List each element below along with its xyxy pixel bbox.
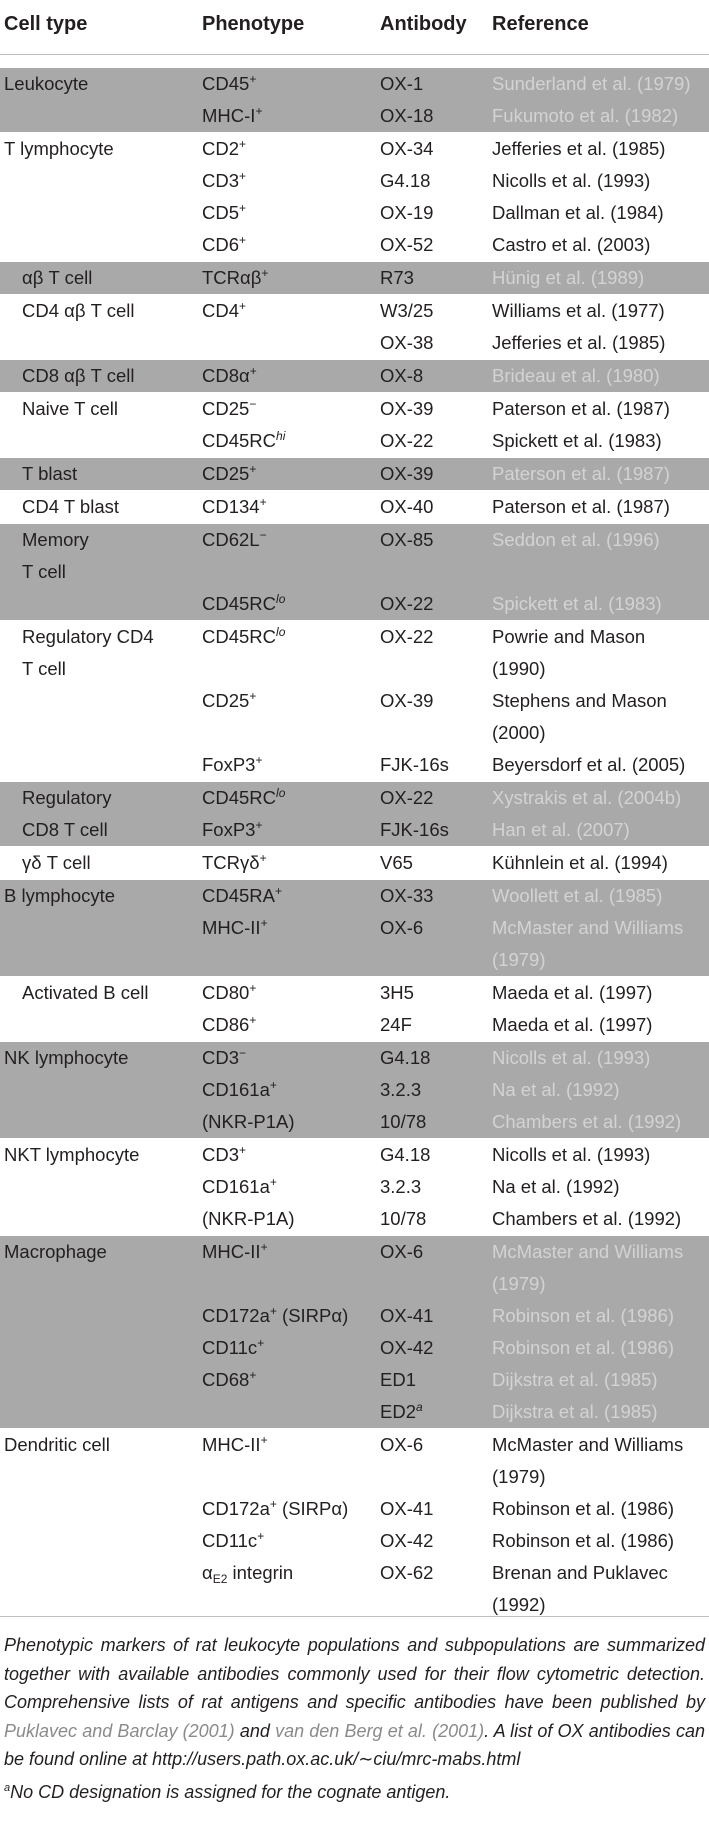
phenotype: CD86+ [202, 1013, 257, 1035]
table-row-group [0, 1041, 709, 1138]
antibody: OX-8 [380, 365, 424, 386]
phenotype: $CD45RC^{lo}$ [202, 786, 286, 808]
phenotype: CD45+ [202, 72, 257, 94]
antibody: 24F [380, 1014, 412, 1035]
phenotype: CD134+ [202, 495, 267, 517]
table-row [0, 1171, 709, 1203]
antibody: OX-6 [380, 1434, 424, 1455]
table-row [0, 717, 709, 749]
table-row [0, 1332, 709, 1364]
antibody: OX-40 [380, 496, 434, 517]
table-row [0, 1009, 709, 1041]
cell-type: CD8 αβ T cell [22, 365, 135, 386]
antibody: OX-85 [380, 529, 434, 550]
antibody: G4.18 [380, 170, 431, 191]
reference: Beyersdorf et al. (2005) [492, 754, 686, 775]
table-row-group [0, 976, 709, 1041]
table-row [0, 133, 709, 165]
table-row [0, 1525, 709, 1557]
table-row-group [0, 523, 709, 620]
table-row [0, 944, 709, 976]
reference: Dijkstra et al. (1985) [492, 1401, 658, 1422]
table-row [0, 165, 709, 197]
reference: Chambers et al. (1992) [492, 1111, 682, 1132]
reference: Paterson et al. (1987) [492, 463, 670, 484]
cell-type: T cell [22, 561, 66, 582]
table-row [0, 68, 709, 100]
cell-type: CD8 T cell [22, 819, 108, 840]
reference: Nicolls et al. (1993) [492, 1047, 651, 1068]
table-row [0, 100, 709, 132]
cell-type: Regulatory [22, 787, 112, 808]
reference: Xystrakis et al. (2004b) [492, 787, 682, 808]
antibody: W3/25 [380, 300, 434, 321]
antibody: FJK-16s [380, 754, 449, 775]
phenotype: CD5+ [202, 201, 247, 223]
table-row [0, 1042, 709, 1074]
antibody: 3.2.3 [380, 1079, 422, 1100]
table-row [0, 262, 709, 294]
reference: (1990) [492, 658, 546, 679]
phenotype: FoxP3+ [202, 818, 263, 840]
phenotype: MHC-I+ [202, 104, 263, 126]
table-row [0, 1236, 709, 1268]
table-row-group [0, 781, 709, 846]
reference: Williams et al. (1977) [492, 300, 665, 321]
table-row-group [0, 846, 709, 879]
antibody: V65 [380, 852, 413, 873]
table-row-group [0, 1235, 709, 1428]
table-row [0, 1557, 709, 1589]
phenotype: (NKR-P1A) [202, 1208, 295, 1229]
table-row-group [0, 132, 709, 261]
table-row [0, 458, 709, 490]
reference: Brideau et al. (1980) [492, 365, 660, 386]
table-row-group [0, 620, 709, 781]
table-row [0, 621, 709, 653]
header-antibody: Antibody [380, 13, 467, 35]
antibody: OX-42 [380, 1337, 434, 1358]
phenotype: CD161a+ [202, 1175, 277, 1197]
table-row [0, 749, 709, 781]
antibody: OX-41 [380, 1305, 434, 1326]
cell-type: Memory [22, 529, 89, 550]
antibody: 10/78 [380, 1111, 427, 1132]
table-row [0, 977, 709, 1009]
table-row [0, 653, 709, 685]
table-row [0, 197, 709, 229]
cell-type: B lymphocyte [4, 885, 116, 906]
antibody: ED1 [380, 1369, 416, 1390]
antibody: FJK-16s [380, 819, 449, 840]
cell-type: Dendritic cell [4, 1434, 110, 1455]
table-row [0, 1461, 709, 1493]
antibody: 3H5 [380, 982, 414, 1003]
table-row-group [0, 359, 709, 392]
phenotype: CD68+ [202, 1368, 257, 1390]
cell-type: T lymphocyte [4, 138, 114, 159]
table-row [0, 524, 709, 556]
reference: Hünig et al. (1989) [492, 267, 645, 288]
reference: Chambers et al. (1992) [492, 1208, 682, 1229]
reference: (1979) [492, 1273, 546, 1294]
table-row [0, 1429, 709, 1461]
reference-link[interactable]: Puklavec and Barclay (2001) [4, 1720, 235, 1741]
phenotype: FoxP3+ [202, 753, 263, 775]
table-body [0, 68, 709, 1621]
table-row [0, 425, 709, 457]
reference: Paterson et al. (1987) [492, 398, 670, 419]
reference: Robinson et al. (1986) [492, 1305, 675, 1326]
cell-type: Macrophage [4, 1241, 107, 1262]
phenotype: $CD45RC^{lo}$ [202, 592, 286, 614]
phenotype: MHC-II+ [202, 1433, 268, 1455]
table-row [0, 1396, 709, 1428]
table-row [0, 1493, 709, 1525]
reference: Robinson et al. (1986) [492, 1498, 675, 1519]
cell-type: T blast [22, 463, 78, 484]
table-row [0, 880, 709, 912]
antibody: OX-22 [380, 626, 434, 647]
reference: Kühnlein et al. (1994) [492, 852, 668, 873]
reference: Nicolls et al. (1993) [492, 1144, 651, 1165]
reference: Maeda et al. (1997) [492, 982, 653, 1003]
reference: (1979) [492, 949, 546, 970]
table-row-group [0, 490, 709, 523]
reference: Fukumoto et al. (1982) [492, 105, 679, 126]
antibody: OX-22 [380, 430, 434, 451]
reference: Brenan and Puklavec [492, 1562, 668, 1583]
phenotype: CD25+ [202, 689, 257, 711]
table-row [0, 1268, 709, 1300]
antibody: OX-41 [380, 1498, 434, 1519]
reference: Nicolls et al. (1993) [492, 170, 651, 191]
antibody: R73 [380, 267, 414, 288]
reference: Jefferies et al. (1985) [492, 138, 666, 159]
phenotype: CD3+ [202, 1143, 247, 1165]
table-row [0, 1074, 709, 1106]
cell-type: Naive T cell [22, 398, 118, 419]
antibody: OX-1 [380, 73, 424, 94]
table-row-group [0, 1138, 709, 1235]
antibody: OX-39 [380, 398, 434, 419]
antibody: OX-39 [380, 690, 434, 711]
table-row [0, 295, 709, 327]
reference-link[interactable]: van den Berg et al. (2001) [275, 1720, 485, 1741]
cell-type: CD4 T blast [22, 496, 119, 517]
reference: Stephens and Mason [492, 690, 667, 711]
header-reference: Reference [492, 13, 589, 35]
reference: Na et al. (1992) [492, 1079, 620, 1100]
phenotype: CD2+ [202, 137, 247, 159]
antibody: G4.18 [380, 1144, 431, 1165]
phenotype: CD4+ [202, 299, 247, 321]
table-row-group [0, 261, 709, 294]
reference: (1979) [492, 1466, 546, 1487]
phenotype: CD161a+ [202, 1078, 277, 1100]
table-row-group [0, 1428, 709, 1621]
phenotype: CD3− [202, 1046, 247, 1068]
table-header [0, 0, 709, 55]
phenotype: CD80+ [202, 981, 257, 1003]
phenotype: CD8α+ [202, 364, 257, 386]
header-phenotype: Phenotype [202, 13, 305, 35]
table-row [0, 1139, 709, 1171]
table-row [0, 685, 709, 717]
cell-type: γδ T cell [22, 852, 91, 873]
cell-type: NKT lymphocyte [4, 1144, 140, 1165]
antibody: ED2$^a$ [380, 1400, 423, 1422]
reference: McMaster and Williams [492, 917, 684, 938]
phenotype: CD11c+ [202, 1336, 265, 1358]
reference: Spickett et al. (1983) [492, 430, 662, 451]
reference: Jefferies et al. (1985) [492, 332, 666, 353]
reference: Woollett et al. (1985) [492, 885, 663, 906]
reference: McMaster and Williams [492, 1241, 684, 1262]
cell-type: CD4 αβ T cell [22, 300, 135, 321]
antibody: G4.18 [380, 1047, 431, 1068]
phenotype: $\alpha_{E2}$ integrin [202, 1562, 294, 1586]
phenotype: CD25+ [202, 462, 257, 484]
reference: Han et al. (2007) [492, 819, 630, 840]
footnote-text: Phenotypic markers of rat leukocyte populations and subpopulations are summarized together with available antibodies commonly used for their flow cytometric detection. Comprehensive lists of rat antigens and specific antibodies have been published by Puklavec and Barclay (2001) and van den Berg et al. (2001). A list of OX antibodies can be found online at http://users.path.ox.ac.uk/∼ciu/mrc-mabs.html [4, 1635, 705, 1769]
antibody: OX-22 [380, 787, 434, 808]
phenotype: CD172a+ (SIRPα) [202, 1497, 349, 1519]
cell-type: NK lymphocyte [4, 1047, 129, 1068]
antibody: OX-19 [380, 202, 434, 223]
phenotype: CD6+ [202, 233, 247, 255]
reference: Spickett et al. (1983) [492, 593, 662, 614]
phenotype: TCRαβ+ [202, 266, 269, 288]
cell-type: αβ T cell [22, 267, 93, 288]
reference: Robinson et al. (1986) [492, 1530, 675, 1551]
phenotype: CD62L− [202, 528, 267, 550]
reference: Na et al. (1992) [492, 1176, 620, 1197]
table-row [0, 360, 709, 392]
reference: Dijkstra et al. (1985) [492, 1369, 658, 1390]
antibody: 10/78 [380, 1208, 427, 1229]
table-row-group [0, 457, 709, 490]
table-row [0, 912, 709, 944]
antibody: OX-39 [380, 463, 434, 484]
table-row-group [0, 68, 709, 132]
phenotype: $CD45RC^{hi}$ [202, 429, 286, 451]
antibody: OX-38 [380, 332, 434, 353]
phenotype: CD11c+ [202, 1529, 265, 1551]
table-row [0, 556, 709, 588]
antibody: OX-34 [380, 138, 434, 159]
reference: Dallman et al. (1984) [492, 202, 664, 223]
phenotype: MHC-II+ [202, 1240, 268, 1262]
table-row [0, 588, 709, 620]
phenotype: CD25− [202, 397, 257, 419]
reference: Powrie and Mason [492, 626, 646, 647]
reference: Paterson et al. (1987) [492, 496, 670, 517]
reference: McMaster and Williams [492, 1434, 684, 1455]
reference: Robinson et al. (1986) [492, 1337, 675, 1358]
table-row [0, 1203, 709, 1235]
table-footnote [0, 1616, 709, 1806]
table-row [0, 1364, 709, 1396]
phenotype: $CD45RC^{lo}$ [202, 625, 286, 647]
table-row [0, 229, 709, 261]
reference: Seddon et al. (1996) [492, 529, 660, 550]
antibody: OX-33 [380, 885, 434, 906]
table-row [0, 1106, 709, 1138]
table-row [0, 814, 709, 846]
phenotype: CD45RA+ [202, 884, 283, 906]
antibody: OX-42 [380, 1530, 434, 1551]
reference: (1992) [492, 1594, 546, 1615]
table-row [0, 491, 709, 523]
phenotype: MHC-II+ [202, 916, 268, 938]
table-row [0, 393, 709, 425]
phenotype: CD172a+ (SIRPα) [202, 1304, 349, 1326]
antibody: OX-6 [380, 1241, 424, 1262]
antibody: OX-52 [380, 234, 434, 255]
reference: Castro et al. (2003) [492, 234, 651, 255]
phenotype: TCRγδ+ [202, 851, 267, 873]
table-row [0, 782, 709, 814]
phenotype: CD3+ [202, 169, 247, 191]
antibody: OX-22 [380, 593, 434, 614]
table-row [0, 847, 709, 879]
reference: Sunderland et al. (1979) [492, 73, 691, 94]
header-cell-type: Cell type [4, 13, 88, 35]
cell-type: Activated B cell [22, 982, 149, 1003]
antibody: OX-62 [380, 1562, 434, 1583]
phenotype: (NKR-P1A) [202, 1111, 295, 1132]
antibody: OX-18 [380, 105, 434, 126]
table-row-group [0, 392, 709, 457]
cell-type: T cell [22, 658, 66, 679]
reference: Maeda et al. (1997) [492, 1014, 653, 1035]
table-row-group [0, 879, 709, 976]
reference: (2000) [492, 722, 546, 743]
table-row [0, 1300, 709, 1332]
table-row [0, 327, 709, 359]
cell-type: Regulatory CD4 [22, 626, 154, 647]
cell-type: Leukocyte [4, 73, 89, 94]
table-row-group [0, 294, 709, 359]
antibody: 3.2.3 [380, 1176, 422, 1197]
antibody: OX-6 [380, 917, 424, 938]
footnote-a: $^a$No CD designation is assigned for the cognate antigen. [4, 1781, 451, 1802]
